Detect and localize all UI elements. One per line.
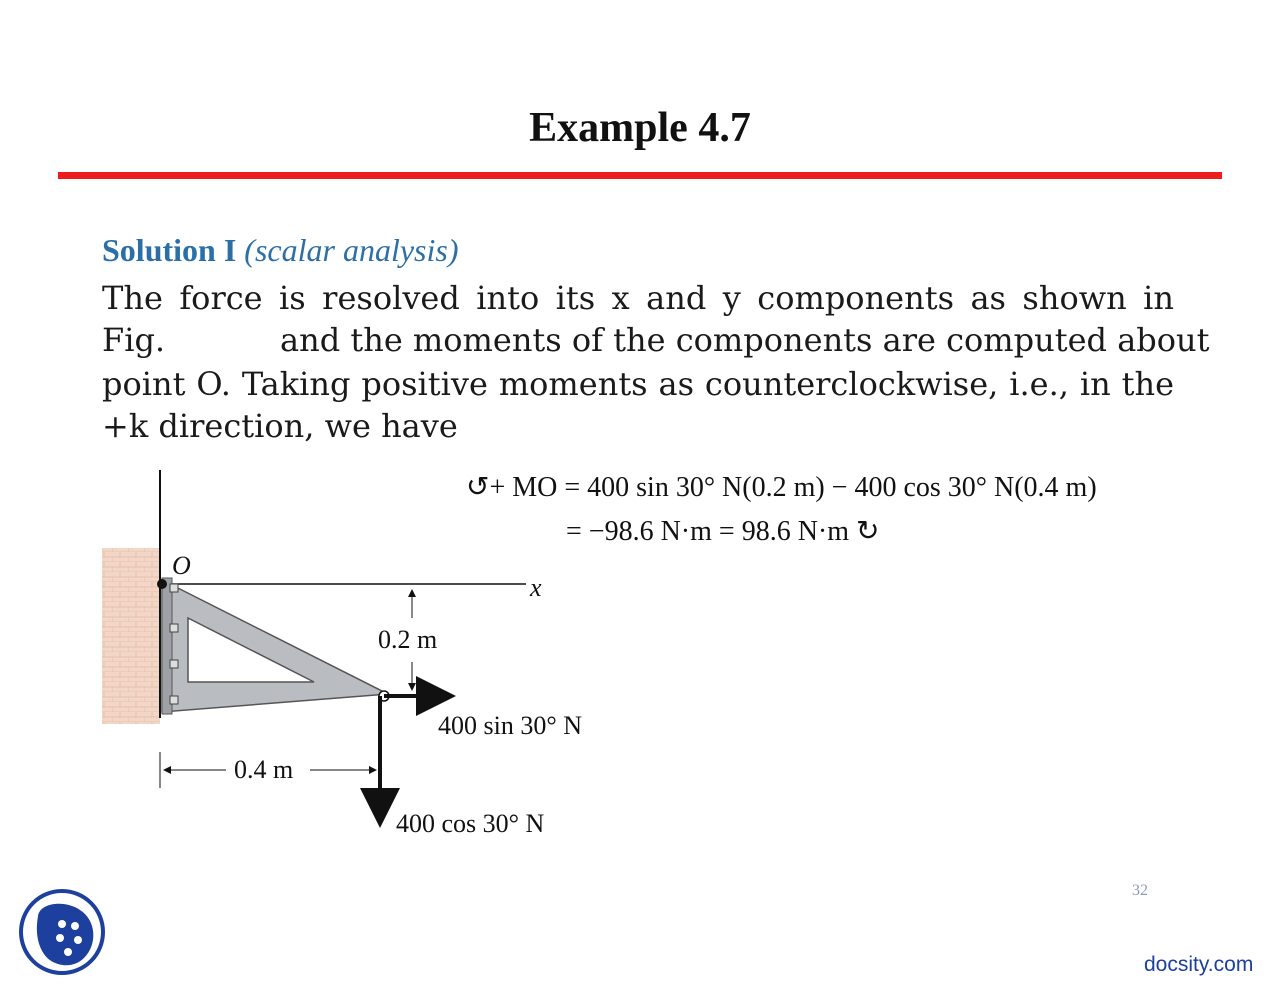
paragraph-line-2-fig: Fig. <box>102 321 166 359</box>
force-y-label: 400 cos 30° N <box>396 809 545 838</box>
bolt <box>170 584 178 592</box>
equation-line-2: = −98.6 N·m = 98.6 N·m ↻ <box>566 516 880 547</box>
dim-horizontal-label: 0.4 m <box>234 755 294 784</box>
paragraph-line-4: +k direction, we have <box>102 407 458 445</box>
paragraph-line-2-rest: and the moments of the components are computed about <box>280 321 1210 359</box>
brick-wall <box>102 548 160 724</box>
paragraph-line-2 <box>102 320 1210 360</box>
dim-vertical-label: 0.2 m <box>378 625 438 654</box>
title-divider <box>58 172 1222 179</box>
slide-title: Example 4.7 <box>529 105 751 151</box>
origin-point <box>157 579 167 589</box>
bolt <box>170 696 178 704</box>
solution-heading <box>102 232 458 269</box>
x-axis-label: x <box>530 573 542 602</box>
brand-url: docsity.com <box>1144 953 1254 976</box>
origin-label: O <box>172 551 191 580</box>
solution-heading-label: Solution I <box>102 232 237 268</box>
page-number: 32 <box>1132 882 1148 899</box>
paragraph-line-3: point O. Taking positive moments as counterclockwise, i.e., in the <box>102 365 1174 403</box>
paragraph-line-1: The force is resolved into its x and y components as shown in <box>102 279 1174 317</box>
force-x-label: 400 sin 30° N <box>438 711 583 740</box>
docsity-logo-icon <box>18 888 106 976</box>
bracket-plate <box>162 578 172 714</box>
bolt <box>170 624 178 632</box>
equation-line-1: ↺+ MO = 400 sin 30° N(0.2 m) − 400 cos 30° N(0.4 m) <box>466 472 1097 503</box>
solution-heading-subtitle: (scalar analysis) <box>244 232 459 268</box>
bolt <box>170 660 178 668</box>
bracket-figure <box>96 452 616 852</box>
